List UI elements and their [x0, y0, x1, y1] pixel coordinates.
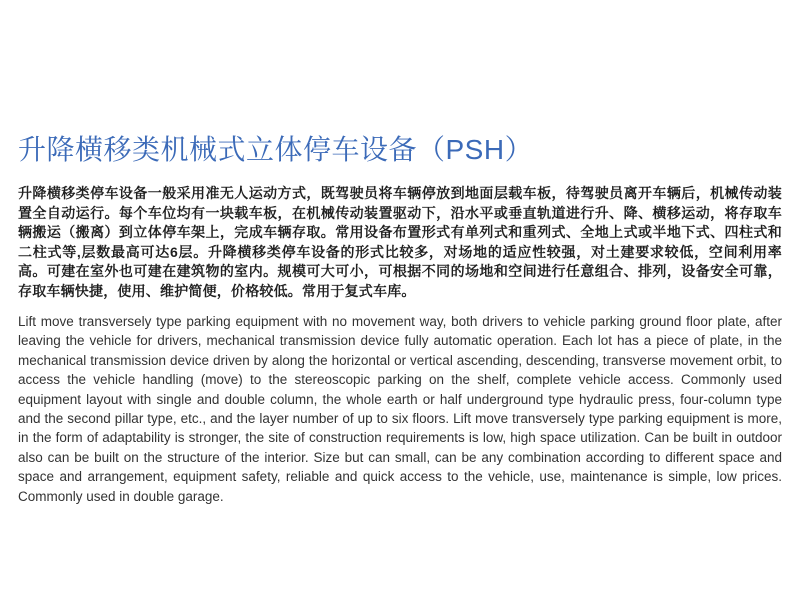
chinese-description-paragraph: 升降横移类停车设备一般采用准无人运动方式，既驾驶员将车辆停放到地面层载车板，待驾驶员离开车辆后，机械传动装置全自动运行。每个车位均有一块载车板，在机械传动装置驱动下，沿水平或垂直轨道进行升、降、横移运动，将存取车辆搬运（搬离）到立体停车架上，完成车辆存取。常用设备布置形式有单列式和重列式、全地上式或半地下式、四柱式和二柱式等,层数最高可达6层。升降横移类停车设备的形式比较多，对场地的适应性较强，对土建要求较低，空间利用率高。可建在室外也可建在建筑物的室内。规模可大可小，可根据不同的场地和空间进行任意组合、排列，设备安全可靠，存取车辆快捷，使用、维护简便，价格较低。常用于复式车库。	[18, 185, 782, 299]
page-title: 升降横移类机械式立体停车设备（PSH）	[18, 134, 534, 165]
english-description-paragraph: Lift move transversely type parking equipment with no movement way, both drivers to vehicle parking ground floor plate, after leaving the vehicle for drivers, mechanical transmission device fully automatic operation. Each lot has a piece of plate, in the mechanical transmission device driven by along the horizontal or vertical ascending, descending, transverse movement orbit, to access the vehicle handling (move) to the stereoscopic parking on the shelf, complete vehicle access. Commonly used equipment layout with single and double column, the whole earth or half underground type hydraulic press, four-column type and the second pillar type, etc., and the layer number of up to six floors. Lift move transversely type parking equipment is more, in the form of adaptability is stronger, the site of construction requirements is low, high space utilization. Can be built in outdoor also can be built on the structure of the interior. Size but can small, can be any combination according to different space and space and arrangement, equipment safety, reliable and quick access to the vehicle, use, maintenance is simple, low prices. Commonly used in double garage.	[18, 314, 782, 504]
